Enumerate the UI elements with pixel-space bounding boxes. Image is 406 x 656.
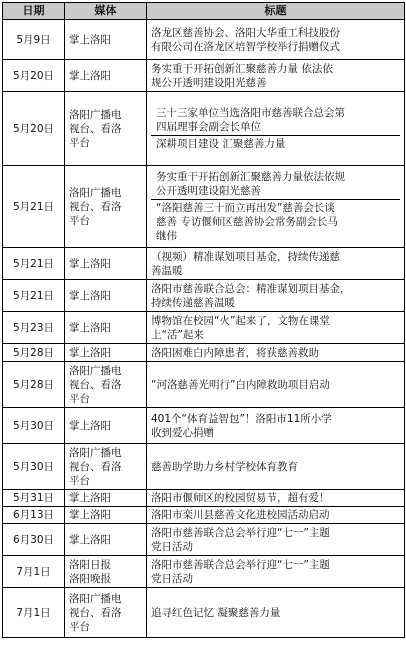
row-title xyxy=(147,60,405,92)
title-line: 洛阳市慈善联合总会：精准谋划项目基金， xyxy=(151,282,351,295)
media-line: 掌上洛阳 xyxy=(69,321,111,334)
header-title: 标题 xyxy=(147,3,405,20)
media-line: 掌上洛阳 xyxy=(69,346,111,359)
title-entry xyxy=(151,26,400,54)
row-media xyxy=(65,312,147,344)
table-body xyxy=(3,20,405,638)
table-row xyxy=(3,60,405,92)
media-line: 洛阳广播电 xyxy=(69,364,122,377)
row-title xyxy=(147,166,405,248)
media-line: 平台 xyxy=(69,214,90,227)
row-media xyxy=(65,444,147,490)
media-line: 掌上洛阳 xyxy=(69,533,111,546)
table-row xyxy=(3,444,405,490)
title-line: 上“活”起来 xyxy=(151,328,204,341)
title-entry xyxy=(151,314,400,342)
row-title xyxy=(147,344,405,362)
table-row xyxy=(3,166,405,248)
media-line: 视台、看洛 xyxy=(69,122,122,135)
media-line: 洛阳日报 xyxy=(69,558,111,571)
title-entry xyxy=(151,62,400,90)
row-media xyxy=(65,166,147,248)
title-entry xyxy=(151,606,400,620)
table-row xyxy=(3,507,405,524)
table-row xyxy=(3,92,405,166)
title-line: 四届理事会副会长单位 xyxy=(156,121,261,133)
row-title xyxy=(147,362,405,408)
title-line: 党日活动 xyxy=(151,540,193,553)
media-line: 平台 xyxy=(69,392,90,405)
title-entry xyxy=(151,508,400,522)
row-date: 5月20日 xyxy=(3,60,65,92)
row-media xyxy=(65,344,147,362)
title-line: 洛阳市慈善联合总会举行迎“七一”主题 xyxy=(151,558,330,571)
table-row xyxy=(3,280,405,312)
title-entry xyxy=(151,346,400,360)
row-date: 7月1日 xyxy=(3,556,65,588)
row-date: 5月28日 xyxy=(3,362,65,408)
title-entry xyxy=(151,250,400,278)
media-line: 掌上洛阳 xyxy=(69,509,111,521)
media-line: 视台、看洛 xyxy=(69,200,122,213)
row-title xyxy=(147,408,405,444)
table-row xyxy=(3,524,405,556)
header-media: 媒体 xyxy=(65,3,147,20)
row-media xyxy=(65,248,147,280)
title-entry xyxy=(151,378,400,392)
row-media xyxy=(65,524,147,556)
title-line: 慈善助学助力乡村学校体育教育 xyxy=(151,460,298,473)
title-line: 务实重干开拓创新汇聚慈善力量依法依规 xyxy=(156,171,345,183)
row-title xyxy=(147,507,405,524)
row-date: 5月30日 xyxy=(3,444,65,490)
media-line: 视台、看洛 xyxy=(69,378,122,391)
row-media xyxy=(65,408,147,444)
row-title xyxy=(147,444,405,490)
media-coverage-table xyxy=(2,2,405,638)
row-date: 6月13日 xyxy=(3,507,65,524)
row-title xyxy=(147,92,405,166)
row-date: 5月21日 xyxy=(3,166,65,248)
media-line: 平台 xyxy=(69,474,90,487)
title-line: 追寻红色记忆 凝聚慈善力量 xyxy=(151,606,281,619)
row-date: 6月30日 xyxy=(3,524,65,556)
title-entry xyxy=(151,412,400,440)
title-line: 务实重干开拓创新汇聚慈善力量 依法依 xyxy=(151,62,333,75)
title-line: 博物馆在校园“火”起来了，文物在课堂 xyxy=(151,314,330,327)
row-media xyxy=(65,92,147,166)
row-media xyxy=(65,507,147,524)
row-title xyxy=(147,20,405,60)
header-row xyxy=(3,3,405,20)
title-entry xyxy=(151,491,400,505)
media-line: 洛阳广播电 xyxy=(69,186,122,199)
media-line: 掌上洛阳 xyxy=(69,419,111,432)
title-line: “洛阳慈善三十而立再出发”慈善会长谈 xyxy=(156,202,335,214)
title-line: 洛阳市慈善联合总会举行迎“七一”主题 xyxy=(151,526,330,539)
title-entry xyxy=(151,105,400,135)
table-row xyxy=(3,344,405,362)
table-row xyxy=(3,20,405,60)
row-date: 5月28日 xyxy=(3,344,65,362)
title-entry xyxy=(151,199,400,244)
table-row xyxy=(3,362,405,408)
title-line: 三十三家单位当选洛阳市慈善联合总会第 xyxy=(156,107,345,119)
row-date: 5月20日 xyxy=(3,92,65,166)
title-line: 401个“体育益智包”！洛阳市11所小学 xyxy=(151,412,332,425)
table-row xyxy=(3,408,405,444)
title-entry xyxy=(151,282,400,310)
media-line: 洛阳广播电 xyxy=(69,446,122,459)
row-title xyxy=(147,490,405,507)
table-row xyxy=(3,312,405,344)
media-line: 掌上洛阳 xyxy=(69,289,111,302)
title-line: 收到爱心捐赠 xyxy=(151,426,214,439)
row-title xyxy=(147,588,405,638)
row-date: 5月21日 xyxy=(3,248,65,280)
title-line: 继伟 xyxy=(156,230,177,242)
row-title xyxy=(147,248,405,280)
row-media xyxy=(65,490,147,507)
title-entry xyxy=(151,460,400,474)
title-line: 洛阳困难白内障患者，将获慈善救助 xyxy=(151,346,319,359)
row-date: 5月9日 xyxy=(3,20,65,60)
title-line: 洛阳市偃师区的校园贸易节，超有爱！ xyxy=(151,492,330,504)
row-media xyxy=(65,588,147,638)
title-line: 洛龙区慈善协会、洛阳大华重工科技股份 xyxy=(151,26,340,39)
row-title xyxy=(147,556,405,588)
media-line: 视台、看洛 xyxy=(69,606,122,619)
row-media xyxy=(65,362,147,408)
row-date: 7月1日 xyxy=(3,588,65,638)
row-media xyxy=(65,280,147,312)
title-line: 持续传递慈善温暖 xyxy=(151,296,235,309)
table-row xyxy=(3,588,405,638)
table-row xyxy=(3,556,405,588)
header-date: 日期 xyxy=(3,3,65,20)
row-title xyxy=(147,524,405,556)
row-media xyxy=(65,20,147,60)
media-line: 洛阳广播电 xyxy=(69,108,122,121)
media-line: 掌上洛阳 xyxy=(69,33,111,46)
media-line: 掌上洛阳 xyxy=(69,257,111,270)
title-line: 党日活动 xyxy=(151,572,193,585)
row-date: 5月23日 xyxy=(3,312,65,344)
media-line: 掌上洛阳 xyxy=(69,492,111,504)
title-line: 公开透明建设阳光慈善 xyxy=(156,185,261,197)
title-line: 规公开透明建设阳光慈善 xyxy=(151,76,267,89)
row-media xyxy=(65,60,147,92)
table-row xyxy=(3,490,405,507)
title-entry xyxy=(151,558,400,586)
table-header xyxy=(3,3,405,20)
row-date: 5月21日 xyxy=(3,280,65,312)
title-line: 洛阳市栾川县慈善文化进校园活动启动 xyxy=(151,509,330,521)
title-line: 有限公司在洛龙区培智学校举行捐赠仪式 xyxy=(151,40,340,53)
row-date: 5月31日 xyxy=(3,490,65,507)
title-line: （视频）精准谋划项目基金，持续传递慈 xyxy=(151,250,340,263)
media-line: 视台、看洛 xyxy=(69,460,122,473)
title-entry xyxy=(151,169,400,199)
row-date: 5月30日 xyxy=(3,408,65,444)
media-line: 平台 xyxy=(69,620,90,633)
row-media xyxy=(65,556,147,588)
title-line: 深耕项目建设 汇聚慈善力量 xyxy=(156,138,286,150)
row-title xyxy=(147,280,405,312)
title-line: 善温暖 xyxy=(151,264,183,277)
media-line: 洛阳广播电 xyxy=(69,592,122,605)
title-entry xyxy=(151,526,400,554)
title-line: 慈善 专访偃师区慈善协会常务副会长马 xyxy=(156,216,338,228)
title-entry xyxy=(151,135,400,152)
media-line: 掌上洛阳 xyxy=(69,69,111,82)
media-line: 洛阳晚报 xyxy=(69,572,111,585)
media-line: 平台 xyxy=(69,136,90,149)
row-title xyxy=(147,312,405,344)
title-line: “河洛慈善光明行”白内障救助项目启动 xyxy=(151,378,330,391)
table-row xyxy=(3,248,405,280)
